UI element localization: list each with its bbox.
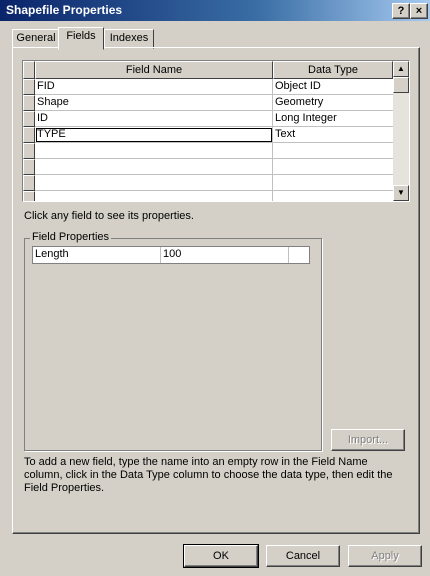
import-button[interactable]: Import... [331,429,405,451]
data-type-cell[interactable]: Object ID [273,79,395,95]
table-row[interactable] [23,111,395,127]
row-selector[interactable] [23,127,35,143]
property-name-cell: Length [33,247,161,263]
tab-general[interactable]: General [12,29,60,49]
vertical-scrollbar[interactable] [393,61,409,201]
row-selector[interactable] [23,159,35,175]
tab-indexes[interactable]: Indexes [104,29,154,49]
field-name-cell[interactable]: ID [35,111,273,127]
field-name-cell[interactable]: TYPE [35,127,273,143]
field-name-cell[interactable]: Shape [35,95,273,111]
row-selector[interactable] [23,191,35,202]
window-title: Shapefile Properties [6,3,123,17]
data-type-cell[interactable] [273,143,395,159]
field-properties-group [24,238,322,451]
field-properties-table[interactable] [32,246,310,264]
ok-button[interactable]: OK [184,545,258,567]
property-extra-cell[interactable] [289,247,309,263]
data-type-cell[interactable] [273,175,395,191]
row-selector[interactable] [23,79,35,95]
data-type-cell[interactable]: Text [273,127,395,143]
field-properties-label: Field Properties [32,231,110,243]
hint-text: Click any field to see its properties. [24,210,194,222]
table-row[interactable] [23,79,395,95]
close-icon[interactable]: × [410,3,428,19]
scroll-thumb[interactable] [393,77,409,93]
apply-button[interactable]: Apply [348,545,422,567]
scroll-up-icon[interactable]: ▲ [393,61,409,77]
field-name-cell[interactable] [35,159,273,175]
column-header-data-type[interactable]: Data Type [273,61,393,79]
property-value-cell[interactable]: 100 [161,247,289,263]
table-row[interactable] [23,95,395,111]
table-row[interactable] [23,159,395,175]
field-name-cell[interactable]: FID [35,79,273,95]
data-type-cell[interactable] [273,191,395,202]
data-type-cell[interactable]: Geometry [273,95,395,111]
table-row[interactable] [23,143,395,159]
tab-fields[interactable]: Fields [58,27,104,50]
row-selector[interactable] [23,143,35,159]
table-row[interactable] [23,127,395,143]
field-name-cell[interactable] [35,175,273,191]
row-selector[interactable] [23,111,35,127]
table-row[interactable] [23,175,395,191]
row-selector[interactable] [23,95,35,111]
corner-header [23,61,35,79]
row-selector[interactable] [23,175,35,191]
table-row[interactable] [23,191,395,202]
field-name-cell[interactable] [35,143,273,159]
title-bar [0,0,430,21]
column-header-field-name[interactable]: Field Name [35,61,273,79]
help-text: To add a new field, type the name into an empty row in the Field Name column, click in the Data Type column to choose the data type, then edit the Field Properties. [24,456,393,494]
fields-table[interactable] [22,60,410,202]
field-name-cell[interactable] [35,191,273,202]
cancel-button[interactable]: Cancel [266,545,340,567]
help-button[interactable]: ? [392,3,410,19]
data-type-cell[interactable]: Long Integer [273,111,395,127]
scroll-down-icon[interactable]: ▼ [393,185,409,201]
data-type-cell[interactable] [273,159,395,175]
